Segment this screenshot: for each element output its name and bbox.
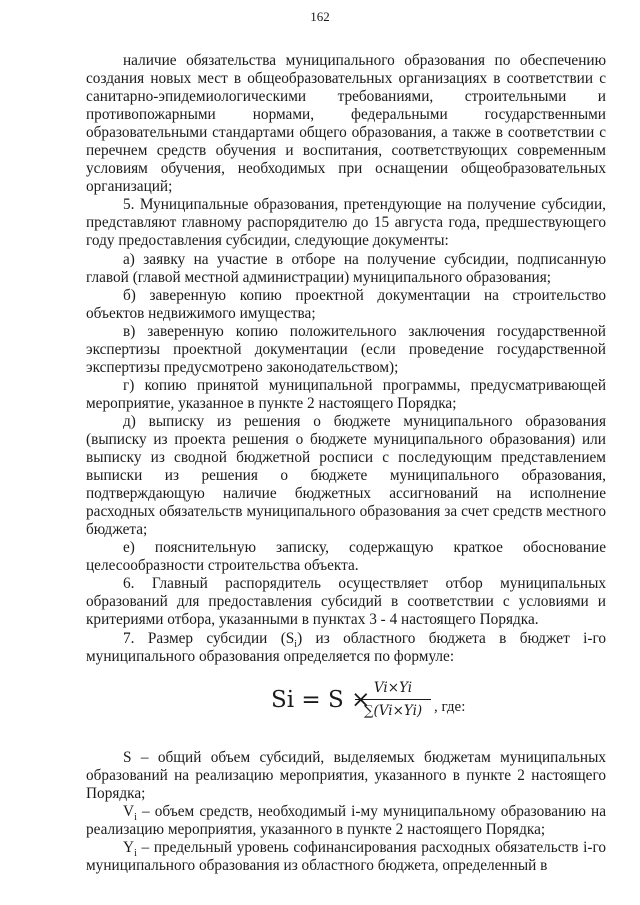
paragraph-item-5a: а) заявку на участие в отборе на получение субсидии, подписанную главой (главой местной администрации) муниципального образования; [86, 250, 606, 286]
paragraph-item-5v: в) заверенную копию положительного заключения государственной экспертизы проектной документации (если проведение государственной экспертизы предусмотрено законодательством); [86, 322, 606, 376]
paragraph-item-5b: б) заверенную копию проектной документации на строительство объектов недвижимого имущества; [86, 286, 606, 322]
definition-yi [86, 839, 606, 875]
document-body [86, 52, 606, 875]
p7-text-start: 7. Размер субсидии (S [123, 629, 295, 647]
definition-yi-letter: Y [123, 838, 135, 856]
paragraph-item-5: 5. Муниципальные образования, претендующие на получение субсидии, представляют главному распорядителю до 15 августа года, предшествующего году предоставления субсидии, следующие документы: [86, 196, 606, 250]
paragraph-item-5e: е) пояснительную записку, содержащую краткое обоснование целесообразности строительства объекта. [86, 539, 606, 575]
subsidy-formula [86, 675, 606, 737]
definition-yi-text: – предельный уровень софинансирования расходных обязательств i-го муниципального образования из областного бюджета, определенный в [86, 838, 606, 874]
paragraph-item-7 [86, 630, 606, 666]
formula-left-side: Si = S × [271, 686, 371, 713]
paragraph-obligation: наличие обязательства муниципального образования по обеспечению создания новых мест в общеобразовательных организациях в соответствии с санитарно-эпидемиологическими требованиями, строительными и противопожарными нормами, федеральными государственными образовательными стандартами общего образования, а также в соответствии с перечнем средств обучения и воспитания, соответствующих современным условиям обучения, необходимых при оснащении общеобразовательных организаций; [86, 52, 606, 196]
p7-text-end: ) из областного бюджета в бюджет i-го муниципального образования определяется по формуле: [86, 629, 606, 665]
formula-fraction [355, 679, 431, 720]
definition-vi [86, 803, 606, 839]
paragraph-item-5g: г) копию принятой муниципальной программы, предусматривающей мероприятие, указанное в пункте 2 настоящего Порядка; [86, 376, 606, 412]
page-number: 162 [310, 9, 330, 24]
p7-subscript: i [294, 638, 298, 650]
formula-denominator: ∑(Vi×Yi) [363, 702, 423, 719]
paragraph-item-6: 6. Главный распорядитель осуществляет отбор муниципальных образований для предоставления субсидий в соответствии с условиями и критериями отбора, указанными в пунктах 3 - 4 настоящего Порядка. [86, 575, 606, 629]
paragraph-item-5d: д) выписку из решения о бюджете муниципального образования (выписку из проекта решения о бюджете муниципального образования) или выписку из сводной бюджетной росписи с последующим представлением выписки из решения о бюджете муниципального образования, подтверждающую наличие бюджетных ассигнований на исполнение расходных обязательств муниципального образования за счет средств местного бюджета; [86, 412, 606, 539]
definition-vi-subscript: i [134, 811, 137, 823]
formula-numerator: Vi×Yi [373, 679, 413, 696]
definition-vi-letter: V [123, 802, 135, 820]
definition-s: S – общий объем субсидий, выделяемых бюджетам муниципальных образований на реализацию мероприятия, указанного в пункте 2 настоящего Порядка; [86, 748, 606, 802]
formula-suffix: , где: [434, 698, 466, 715]
definition-yi-subscript: i [134, 847, 137, 859]
fraction-bar [355, 699, 431, 700]
definition-vi-text: – объем средств, необходимый i-му муниципальному образованию на реализацию мероприятия, указанного в пункте 2 настоящего Порядка; [86, 802, 606, 838]
